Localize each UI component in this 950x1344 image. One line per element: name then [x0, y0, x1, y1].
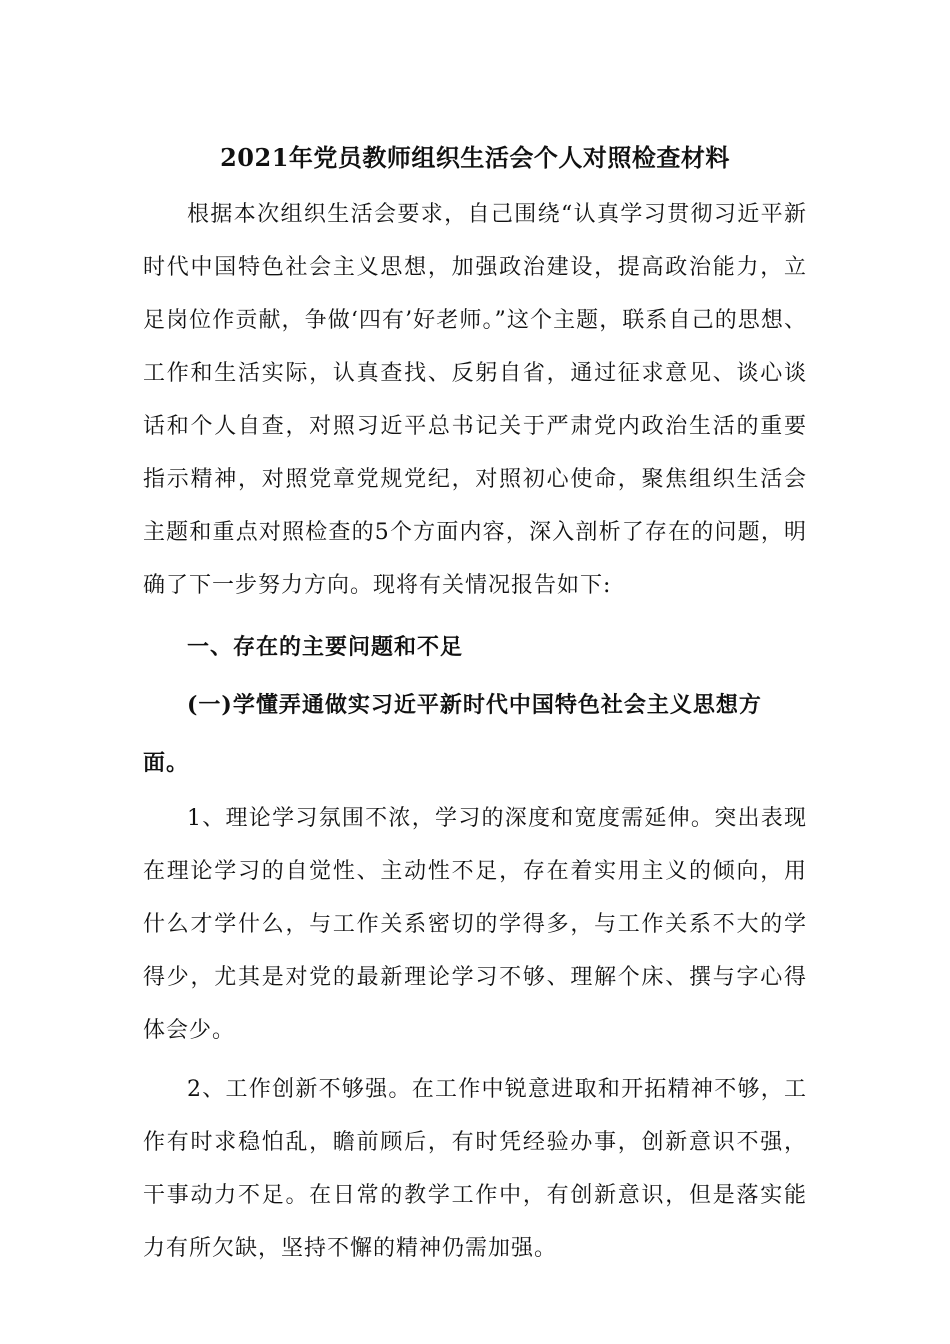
document-title: 2021年党员教师组织生活会个人对照检查材料 — [220, 143, 730, 172]
item-paragraph-1: 1、理论学习氛围不浓，学习的深度和宽度需延伸。突出表现在理论学习的自觉性、主动性不足，存在着实用主义的倾向，用什么才学什么，与工作关系密切的学得多，与工作关系不大的学得少，尤其是对党的最新理论学习不够、理解个床、撰与字心得体会少。 — [143, 806, 807, 1043]
subsection-heading: (一)学懂弄通做实习近平新时代中国特色社会主义思想方面。 — [143, 692, 762, 776]
document-body — [143, 138, 807, 1275]
item-paragraph-2: 2、工作创新不够强。在工作中锐意进取和开拓精神不够，工作有时求稳怕乱，瞻前顾后，有时凭经验办事，创新意识不强，干事动力不足。在日常的教学工作中，有创新意识，但是落实能力有所欠缺，坚持不懈的精神仍需加强。 — [143, 1077, 807, 1261]
section-heading: 一、存在的主要问题和不足 — [187, 634, 464, 660]
intro-paragraph: 根据本次组织生活会要求，自己围绕“认真学习贯彻习近平新时代中国特色社会主义思想，加强政治建设，提高政治能力，立足岗位作贡献，争做‘四有’好老师。”这个主题，联系自己的思想、工作和生活实际，认真查找、反躬自省，通过征求意见、谈心谈话和个人自查，对照习近平总书记关于严肃党内政治生活的重要指示精神，对照党章党规党纪，对照初心使命，聚焦组织生活会主题和重点对照检查的5个方面内容，深入剖析了存在的问题，明确了下一步努力方向。现将有关情况报告如下: — [143, 202, 807, 598]
